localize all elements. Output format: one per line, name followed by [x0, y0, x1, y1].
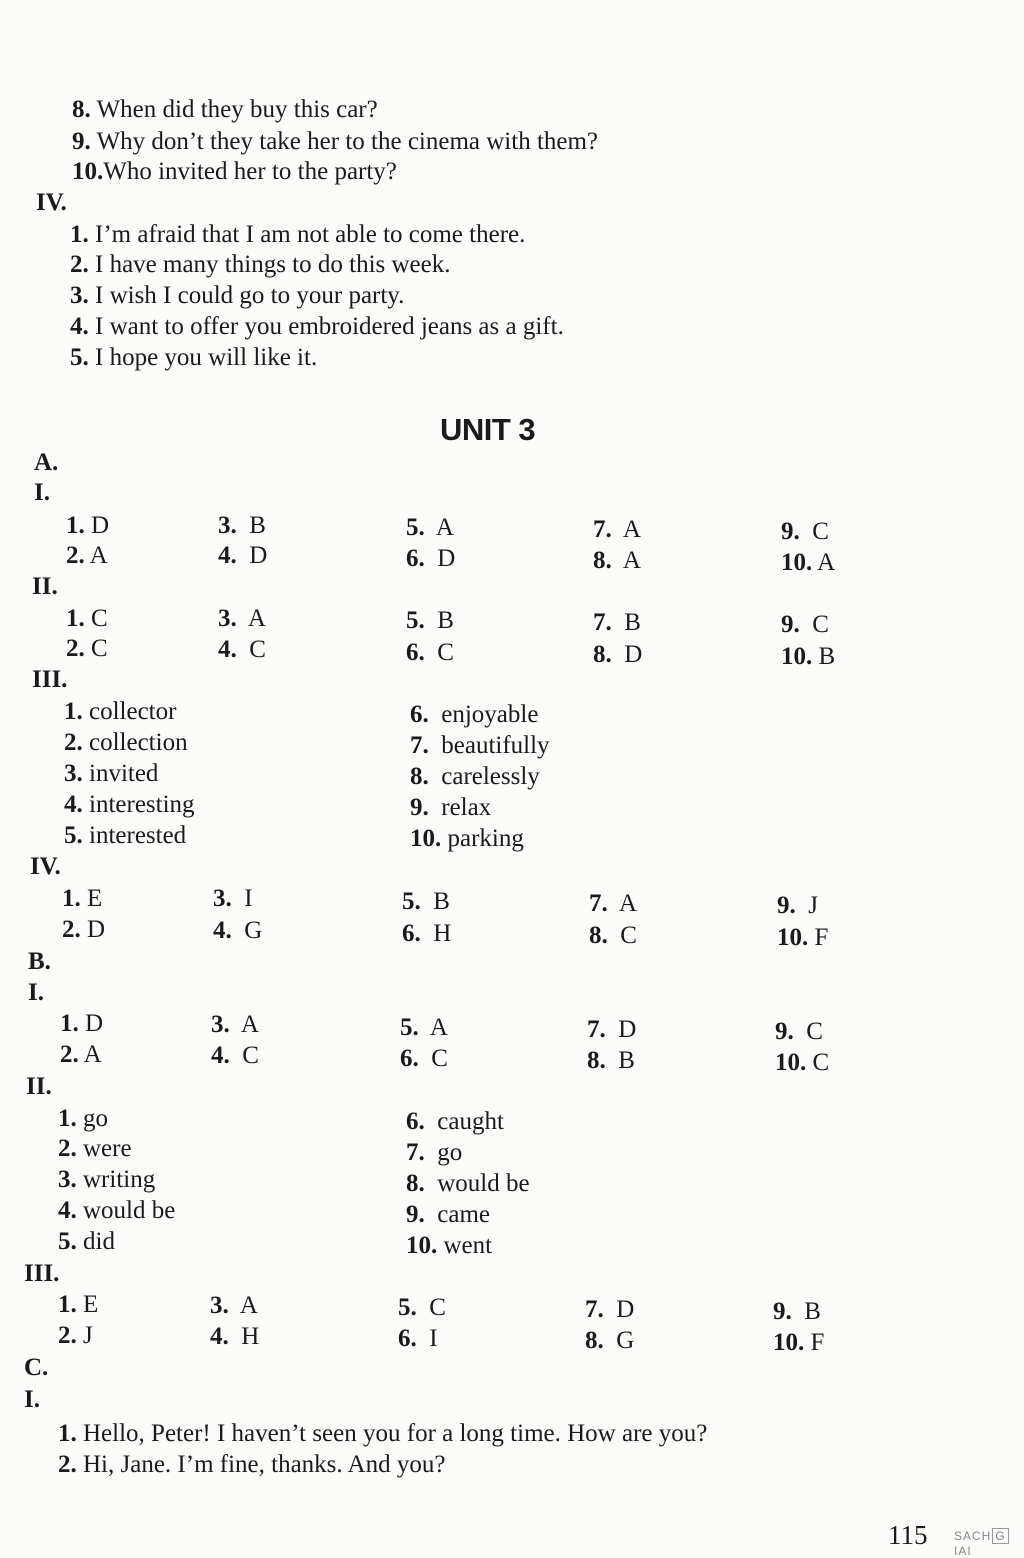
answer-cell: 10. went [406, 1232, 493, 1259]
answer-cell: 5. A [400, 1014, 448, 1041]
answer-cell: 9. B [773, 1298, 821, 1325]
answer-cell: 3. A [210, 1292, 258, 1319]
answer-cell: 7. D [585, 1296, 635, 1323]
answer-cell: 3. A [211, 1011, 259, 1038]
section-label: C. [24, 1354, 49, 1381]
answer-cell: 3. B [218, 512, 266, 539]
answer-cell: 5. C [398, 1294, 446, 1321]
answer-cell: 8. G [585, 1327, 635, 1354]
answer-cell: 7. B [593, 609, 641, 636]
answer-cell: 10. parking [410, 825, 524, 852]
answer-cell: 1. collector [64, 698, 177, 725]
answer-cell: 4. C [218, 636, 266, 663]
answer-cell: 1. D [60, 1010, 104, 1037]
answer-cell: 2. D [62, 916, 106, 943]
list-item: 4. I want to offer you embroidered jeans as a gift. [70, 313, 564, 340]
answer-cell: 9. came [406, 1201, 490, 1228]
section-label: III. [24, 1260, 60, 1287]
answer-cell: 5. A [406, 514, 454, 541]
answer-cell: 2. J [58, 1322, 93, 1349]
answer-cell: 5. B [406, 607, 454, 634]
answer-cell: 3. writing [58, 1166, 156, 1193]
list-item: 2. I have many things to do this week. [70, 251, 451, 278]
list-item: 10.Who invited her to the party? [72, 158, 397, 185]
answer-cell: 3. invited [64, 760, 159, 787]
section-label: A. [34, 449, 59, 476]
answer-cell: 9. J [777, 892, 818, 919]
answer-cell: 7. D [587, 1016, 637, 1043]
answer-cell: 5. interested [64, 822, 187, 849]
answer-cell: 1. C [66, 605, 108, 632]
answer-cell: 6. H [402, 920, 452, 947]
answer-cell: 8. carelessly [410, 763, 540, 790]
section-label: I. [24, 1386, 40, 1413]
list-item: 1. I’m afraid that I am not able to come there. [70, 221, 526, 248]
answer-cell: 4. D [218, 542, 268, 569]
list-item: 5. I hope you will like it. [70, 344, 318, 371]
section-label: II. [32, 573, 58, 600]
answer-cell: 1. E [58, 1291, 99, 1318]
answer-cell: 8. A [593, 547, 641, 574]
answer-cell: 6. I [398, 1325, 438, 1352]
answer-cell: 9. C [775, 1018, 823, 1045]
answer-cell: 10. F [777, 924, 829, 951]
section-label: IV. [30, 853, 61, 880]
answer-cell: 5. B [402, 888, 450, 915]
answer-cell: 3. I [213, 885, 253, 912]
answer-cell: 9. C [781, 611, 829, 638]
answer-cell: 8. would be [406, 1170, 530, 1197]
section-label: III. [32, 666, 68, 693]
list-item: 3. I wish I could go to your party. [70, 282, 405, 309]
unit-title: UNIT 3 [440, 412, 536, 447]
answer-cell: 4. H [210, 1323, 260, 1350]
answer-cell: 1. E [62, 885, 103, 912]
section-label: II. [26, 1073, 52, 1100]
publisher-logo: SACH GIAI [954, 1528, 1024, 1558]
answer-cell: 1. D [66, 512, 110, 539]
answer-cell: 5. did [58, 1228, 115, 1255]
answer-cell: 2. C [66, 635, 108, 662]
section-label: IV. [36, 189, 67, 216]
answer-cell: 7. go [406, 1139, 463, 1166]
answer-cell: 2. collection [64, 729, 188, 756]
answer-cell: 10. B [781, 643, 836, 670]
answer-cell: 6. C [406, 639, 454, 666]
answer-cell: 4. G [213, 917, 263, 944]
answer-cell: 3. A [218, 605, 266, 632]
section-label: I. [28, 979, 44, 1006]
answer-cell: 2. were [58, 1135, 132, 1162]
answer-cell: 7. A [593, 516, 641, 543]
answer-cell: 2. A [66, 542, 108, 569]
answer-cell: 8. B [587, 1047, 635, 1074]
section-label: I. [34, 479, 50, 506]
list-item: 8. When did they buy this car? [72, 96, 378, 123]
answer-cell: 10. A [781, 549, 836, 576]
answer-cell: 7. beautifully [410, 732, 550, 759]
answer-cell: 10. C [775, 1049, 830, 1076]
answer-cell: 8. C [589, 922, 637, 949]
answer-cell: 4. interesting [64, 791, 195, 818]
answer-cell: 4. C [211, 1042, 259, 1069]
answer-cell: 6. D [406, 545, 456, 572]
answer-cell: 9. C [781, 518, 829, 545]
section-label: B. [28, 948, 51, 975]
list-item: 1. Hello, Peter! I haven’t seen you for a long time. How are you? [58, 1420, 708, 1447]
answer-cell: 7. A [589, 890, 637, 917]
answer-cell: 4. would be [58, 1197, 176, 1224]
list-item: 9. Why don’t they take her to the cinema with them? [72, 128, 599, 155]
answer-cell: 6. enjoyable [410, 701, 539, 728]
answer-cell: 2. A [60, 1041, 102, 1068]
list-item: 2. Hi, Jane. I’m fine, thanks. And you? [58, 1451, 446, 1478]
answer-cell: 9. relax [410, 794, 492, 821]
answer-cell: 8. D [593, 641, 643, 668]
answer-cell: 6. C [400, 1045, 448, 1072]
answer-cell: 1. go [58, 1105, 108, 1132]
page-number: 115 [888, 1520, 928, 1550]
answer-cell: 6. caught [406, 1108, 504, 1135]
answer-cell: 10. F [773, 1329, 825, 1356]
